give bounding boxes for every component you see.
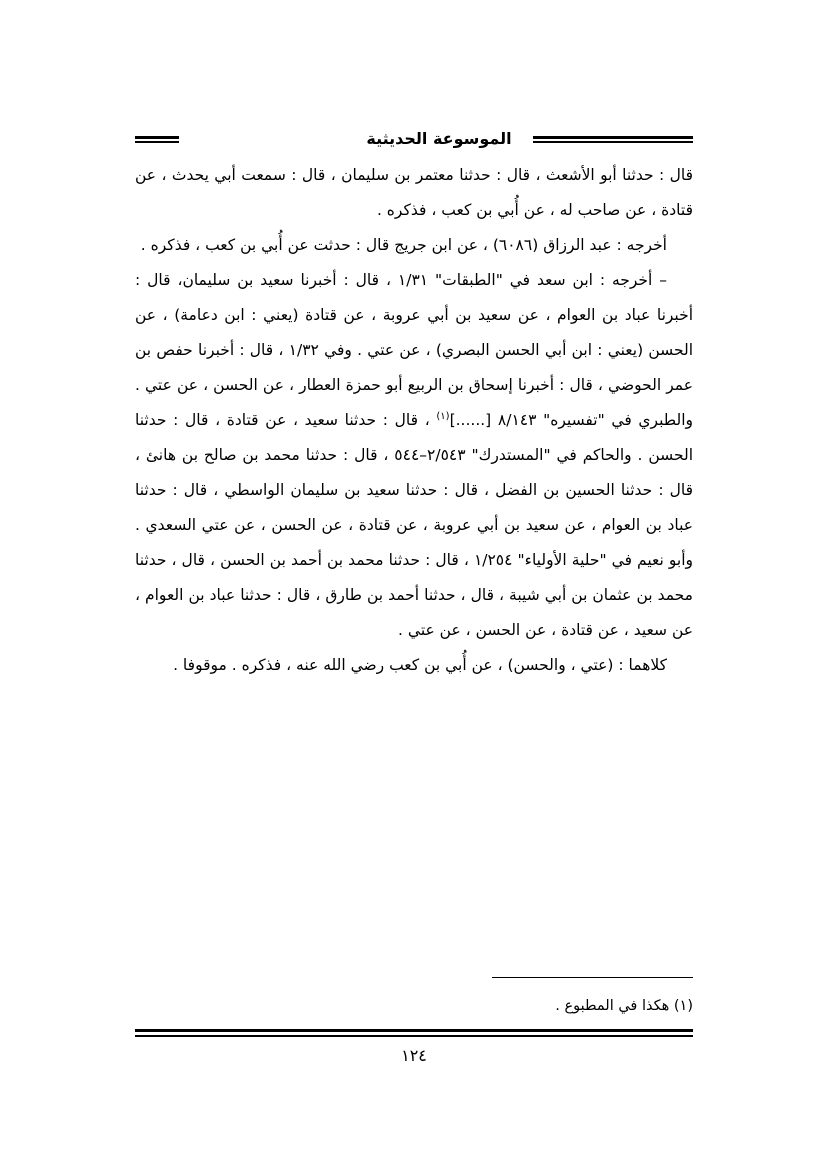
header-rule-right-thin (533, 141, 693, 143)
header-title: الموسوعة الحديثية (366, 129, 512, 148)
footer-rule (135, 1029, 693, 1032)
header-rule-right (533, 136, 693, 139)
footnote-marker: (١) (436, 410, 450, 422)
paragraph-1: قال : حدثنا أبو الأشعث ، قال : حدثنا معتمر بن سليمان ، قال : سمعت أبي يحدث ، عن قتادة ، عن صاحب له ، عن أُبي بن كعب ، فذكره . (135, 166, 693, 219)
footnote-separator (492, 977, 693, 978)
header-rule-left-thin (135, 141, 179, 143)
header-rule-left (135, 136, 179, 139)
paragraph-3-part-b: ، قال : حدثنا سعيد ، عن قتادة ، قال : حدثنا الحسن . والحاكم في "المستدرك" ٢/٥٤٣–٥٤٤ ، قال : حدثنا محمد بن صالح بن هانئ ، قال : حدثنا الحسين بن الفضل ، قال : حدثنا سعيد بن سليمان الواسطي ، قال : حدثنا عباد بن العوام ، عن سعيد بن أبي عروبة ، عن قتادة ، عن الحسن ، عن عتي السعدي . وأبو نعيم في "حلية الأولياء" ١/٢٥٤ ، قال : حدثنا محمد بن أحمد بن الحسن ، قال ، حدثنا محمد بن عثمان بن أبي شيبة ، قال ، حدثنا أحمد بن طارق ، قال : حدثنا عباد بن العوام ، عن سعيد ، عن قتادة ، عن الحسن ، عن عتي . (135, 411, 693, 639)
paragraph-2: أخرجه : عبد الرزاق (٦٠٨٦) ، عن ابن جريج قال : حدثت عن أُبي بن كعب ، فذكره . (140, 236, 667, 254)
footer-rule-thin (135, 1035, 693, 1037)
main-text (135, 158, 693, 683)
paragraph-3 (135, 263, 693, 648)
page-number: ١٢٤ (401, 1046, 427, 1065)
footnote: (١) هكذا في المطبوع . (555, 998, 693, 1014)
paragraph-3-part-a: – أخرجه : ابن سعد في "الطبقات" ١/٣١ ، قال : أخبرنا سعيد بن سليمان، قال : أخبرنا عباد بن العوام ، عن سعيد بن أبي عروبة ، عن قتادة (يعني : ابن دعامة) ، عن الحسن (يعني : ابن أبي الحسن البصري) ، عن عتي . وفي ١/٣٢ ، قال : أخبرنا حفص بن عمر الحوضي ، قال : أخبرنا إسحاق بن الربيع أبو حمزة العطار ، عن الحسن ، عن عتي . والطبري في "تفسيره" ٨/١٤٣ [......] (135, 271, 694, 429)
running-header (135, 124, 693, 154)
paragraph-4: كلاهما : (عتي ، والحسن) ، عن أُبي بن كعب رضي الله عنه ، فذكره . موقوفا . (173, 656, 667, 674)
